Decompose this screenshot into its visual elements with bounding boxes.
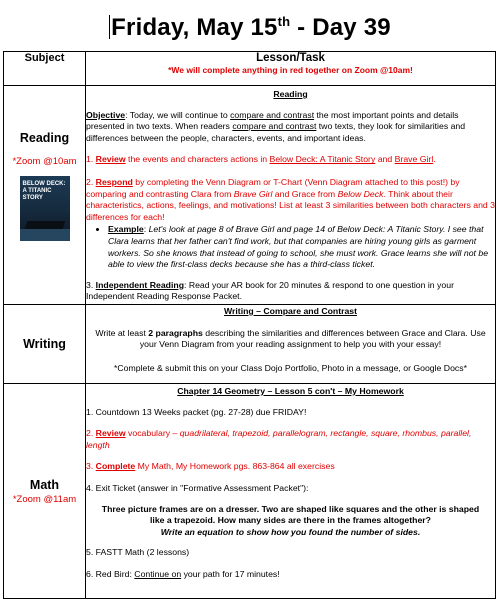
objective-text-3: two texts, they look for similarities and differences between the people, characters, events, and important ideas. — [86, 121, 466, 143]
math-item-6 — [86, 569, 495, 581]
writing-paragraph-count: 2 paragraphs — [148, 327, 203, 338]
math-item6-text-b: your path for 17 minutes! — [181, 568, 280, 579]
item3-label: Independent Reading — [95, 279, 184, 290]
item2-text-b: and Grace from — [272, 188, 338, 199]
writing-subject: Writing — [23, 337, 66, 351]
item3-text: : Read your AR book for 20 minutes & respond to one question in your Independent Reading Response Packet. — [86, 279, 454, 302]
reading-row — [4, 86, 496, 305]
item1-label: Review — [95, 154, 126, 165]
reading-item-3 — [86, 280, 495, 303]
reading-task-cell — [86, 86, 496, 305]
reading-item-1 — [86, 154, 495, 166]
subject-header: Subject — [4, 52, 86, 86]
item2-number: 2. — [86, 176, 96, 187]
ship-silhouette — [24, 221, 65, 229]
reading-item-2 — [86, 177, 495, 223]
item3-number: 3. — [86, 279, 96, 290]
item2-label: Respond — [95, 176, 133, 187]
writing-row — [4, 305, 496, 384]
title-date: Friday, May 15 — [111, 14, 278, 41]
math-item-5: 5. FASTT Math (2 lessons) — [86, 547, 190, 558]
item1-book-2: Brave Girl — [394, 154, 434, 165]
math-subject: Math — [29, 477, 60, 492]
item1-book-1: Below Deck: A Titanic Story — [269, 154, 376, 165]
page-title — [0, 14, 500, 42]
math-item3-text: My Math, My Homework pgs. 863-864 all exercises — [135, 461, 335, 472]
title-suffix-sup: th — [277, 14, 291, 29]
writing-task-cell — [86, 305, 496, 384]
math-item3-label: Complete — [95, 461, 136, 472]
book-cover-image — [20, 176, 70, 241]
writing-instructions — [86, 328, 495, 351]
reading-objective — [86, 110, 495, 145]
math-item3-number: 3. — [86, 461, 96, 472]
math-item2-label: Review — [95, 428, 126, 439]
item2-text-c: . Think about their characteristics, actions, feelings, and motivations! List at least 3 similarities between both characters and 3 differences for each! — [86, 188, 495, 222]
writing-text-b: describing the similarities and differences between Grace and Clara. Use your Venn Diagram from your reading assignment to help you with your essay! — [139, 327, 486, 350]
task-header: Lesson/Task — [256, 52, 325, 64]
item2-text-a: by completing the Venn Diagram or T-Chart (Venn Diagram attached to this post!) by comparing and contrasting Clara from — [86, 176, 460, 199]
exit-ticket-equation: Write an equation to show how you found the number of sides. — [160, 526, 421, 537]
item1-text: the events and characters actions in — [125, 154, 270, 165]
math-row — [4, 384, 496, 599]
math-item-2 — [86, 428, 495, 451]
reading-heading: Reading — [273, 89, 308, 99]
example-item — [108, 224, 495, 270]
lesson-plan-table — [3, 51, 496, 599]
table-header-row — [4, 52, 496, 86]
task-header-cell — [86, 52, 496, 86]
item1-and: and — [375, 154, 395, 165]
zoom-note: *We will complete anything in red together on Zoom @10am! — [168, 65, 413, 75]
math-item-3 — [86, 461, 495, 473]
item2-book-2: Below Deck — [337, 188, 384, 199]
writing-submit-note: *Complete & submit this on your Class Dojo Portfolio, Photo in a message, or Google Docs* — [114, 362, 467, 373]
math-task-cell — [86, 384, 496, 599]
example-list — [86, 224, 495, 270]
item2-book-1: Brave Girl — [233, 188, 273, 199]
objective-text-2: the most important points and details presented in two texts. When readers — [86, 109, 459, 132]
math-heading: Chapter 14 Geometry – Lesson 5 con't – My Homework — [177, 386, 404, 396]
math-item6-continue: Continue on — [134, 568, 182, 579]
math-item2-number: 2. — [86, 428, 96, 439]
math-item6-text-a: 6. Red Bird: — [86, 568, 135, 579]
exit-ticket-question: Three picture frames are on a dresser. Two are shaped like squares and the other is shaped like a trapezoid. How many sides are there in the frames altogether? — [101, 503, 480, 526]
example-label: Example — [108, 224, 144, 235]
math-item2-text: vocabulary – — [125, 428, 180, 439]
objective-text-1: : Today, we will continue to — [125, 109, 231, 120]
example-colon: : — [143, 224, 149, 235]
sea-shape — [20, 229, 70, 241]
math-zoom-time: *Zoom @11am — [12, 493, 77, 505]
reading-subject: Reading — [19, 131, 70, 145]
reading-zoom-time: *Zoom @10am — [12, 156, 77, 167]
math-vocab-terms: quadrilateral, trapezoid, parallelogram, rectangle, square, rhombus, parallel, length — [86, 428, 472, 450]
writing-text-a: Write at least — [95, 327, 149, 338]
objective-term-2: compare and contrast — [232, 121, 317, 132]
book-cover-title: BELOW DECK: A TITANIC STORY — [22, 181, 66, 201]
math-item-1: 1. Countdown 13 Weeks packet (pg. 27-28) due FRIDAY! — [86, 406, 307, 417]
writing-heading: Writing – Compare and Contrast — [223, 306, 358, 316]
objective-label: Objective — [86, 109, 126, 120]
reading-subject-cell — [4, 86, 86, 305]
example-text: Let's look at page 8 of Brave Girl and page 14 of Below Deck: A Titanic Story. I see that Clara learns that her father can't find work, but that companies are hiring young girls as garment workers. So she knows that instead of going to school, she must work. Grace learns she will not be able to view the first-class decks because she has a third-class ticket. — [108, 224, 489, 270]
item1-end: . — [433, 154, 436, 165]
writing-subject-cell — [4, 305, 86, 384]
objective-term-1: compare and contrast — [230, 109, 315, 120]
math-item-4: 4. Exit Ticket (answer in "Formative Assessment Packet"): — [86, 482, 309, 493]
title-day: - Day 39 — [290, 14, 391, 41]
item1-number: 1. — [86, 154, 96, 165]
math-subject-cell — [4, 384, 86, 599]
